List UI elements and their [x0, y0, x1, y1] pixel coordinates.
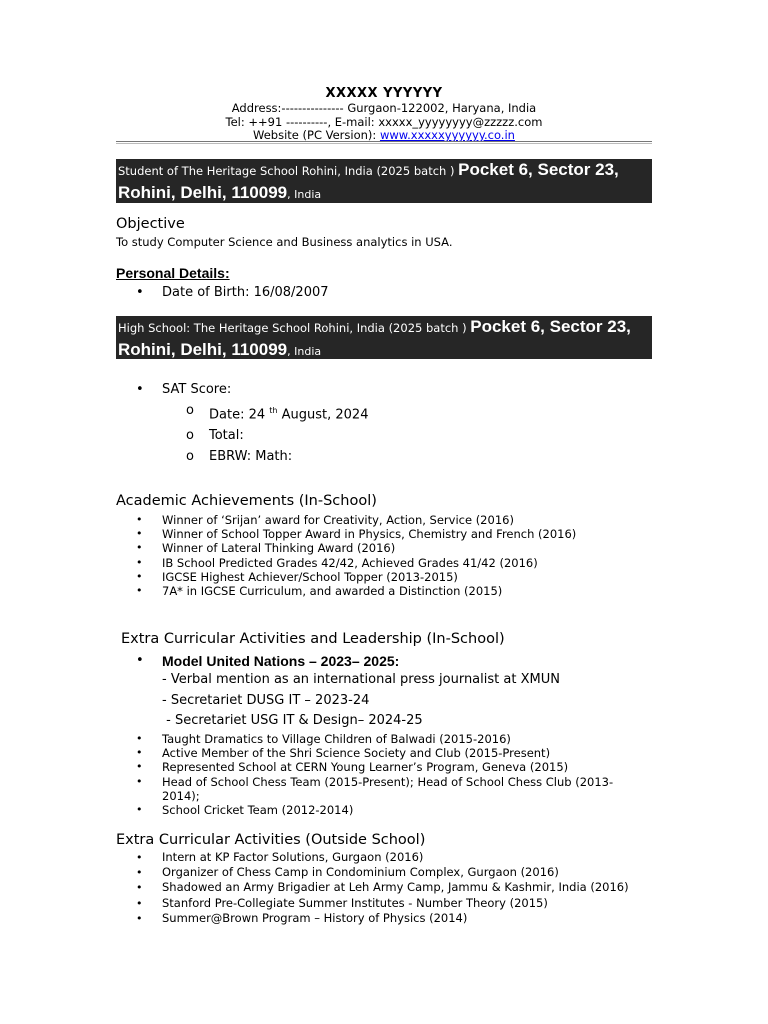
- list-item-text: Represented School at CERN Young Learner’s Program, Geneva (2015): [162, 760, 569, 775]
- header-divider-secondary: [116, 143, 652, 144]
- extra-out-list: [136, 850, 636, 926]
- bullet-icon: •: [136, 774, 143, 788]
- bullet-icon: •: [136, 513, 143, 526]
- bullet-icon: •: [136, 760, 143, 774]
- list-item: [136, 775, 636, 803]
- list-item: [136, 850, 636, 865]
- list-item: [136, 570, 636, 584]
- list-item-text: Organizer of Chess Camp in Condominium Complex, Gurgaon (2016): [162, 865, 559, 880]
- extra-in-title: Extra Curricular Activities and Leadership (In-School): [121, 631, 505, 647]
- bullet-icon: •: [136, 555, 143, 569]
- bullet-icon: •: [136, 527, 143, 541]
- list-item-text: School Cricket Team (2012-2014): [162, 803, 354, 818]
- list-item: [136, 513, 636, 527]
- student-band-prefix: Student of The Heritage School Rohini, India (2025 batch ): [118, 164, 459, 178]
- academic-title: Academic Achievements (In-School): [116, 493, 377, 509]
- resume-name: XXXXX YYYYYY: [325, 86, 443, 101]
- bullet-icon: •: [136, 911, 143, 925]
- mun-line: - Secretariet DUSG IT – 2023-24: [162, 693, 370, 708]
- bullet-icon: •: [136, 653, 144, 668]
- list-item-text: Summer@Brown Program – History of Physics (2014): [162, 910, 468, 925]
- list-item: [136, 527, 636, 541]
- website-label: Website (PC Version):: [253, 128, 380, 142]
- bullet-icon: •: [136, 569, 143, 583]
- objective-title: Objective: [116, 216, 185, 232]
- high-school-band: [116, 316, 652, 359]
- extra-in-list: [136, 732, 636, 817]
- list-item-text: Intern at KP Factor Solutions, Gurgaon (2016): [162, 850, 424, 864]
- objective-text: To study Computer Science and Business analytics in USA.: [116, 235, 453, 249]
- circle-bullet-icon: o: [186, 449, 194, 465]
- list-item-text: 7A* in IGCSE Curriculum, and awarded a Distinction (2015): [162, 584, 503, 599]
- bullet-icon: •: [136, 803, 143, 817]
- bullet-icon: •: [136, 285, 144, 300]
- list-item: [136, 803, 636, 817]
- list-item: [136, 896, 636, 911]
- list-item: [136, 541, 636, 555]
- sat-label: SAT Score:: [162, 382, 232, 397]
- list-item-text: IB School Predicted Grades 42/42, Achieved Grades 41/42 (2016): [162, 555, 538, 570]
- sat-list: [136, 379, 231, 400]
- list-item: [186, 400, 368, 425]
- bullet-icon: •: [136, 732, 143, 745]
- bullet-icon: •: [136, 881, 143, 895]
- list-item: [136, 584, 636, 598]
- list-item: [136, 880, 636, 895]
- bullet-icon: •: [136, 541, 143, 555]
- contact-line: Tel: ++91 ----------, E-mail: xxxxx_yyyyyyyy@zzzzz.com: [225, 114, 543, 129]
- list-item-text: Shadowed an Army Brigadier at Leh Army Camp, Jammu & Kashmir, India (2016): [162, 880, 629, 895]
- website-link[interactable]: www.xxxxxyyyyyy.co.in: [379, 128, 515, 142]
- mun-line: - Secretariet USG IT & Design– 2024-25: [162, 713, 423, 728]
- academic-list: [136, 513, 636, 598]
- list-item: [136, 556, 636, 570]
- contact-block: [116, 102, 652, 143]
- sat-ebrw-math: EBRW: Math:: [209, 449, 293, 465]
- list-item: [136, 760, 636, 774]
- list-item-text: Taught Dramatics to Village Children of Balwadi (2015-2016): [162, 732, 511, 746]
- high-school-name: The Heritage School Rohini, India (2025 batch ): [193, 321, 471, 335]
- mun-title: Model United Nations – 2023– 2025:: [162, 653, 400, 669]
- list-item: [136, 746, 636, 760]
- circle-bullet-icon: o: [186, 428, 194, 444]
- bullet-icon: •: [136, 382, 144, 397]
- bullet-icon: •: [136, 866, 143, 880]
- personal-details-title: Personal Details:: [116, 265, 230, 281]
- bullet-icon: •: [136, 851, 143, 864]
- bullet-icon: •: [136, 746, 143, 760]
- mun-line: - Verbal mention as an international press journalist at XMUN: [162, 672, 560, 687]
- bullet-icon: •: [136, 896, 143, 910]
- address-line: Address:--------------- Gurgaon-122002, Haryana, India: [231, 101, 537, 115]
- student-band-suffix: , India: [287, 188, 322, 201]
- list-item-text: Active Member of the Shri Science Society and Club (2015-Present): [162, 746, 551, 761]
- high-school-label: High School:: [118, 321, 194, 335]
- list-item-text: Head of School Chess Team (2015-Present); Head of School Chess Club (2013-2014);: [162, 774, 614, 803]
- sat-date-sup: th: [269, 406, 278, 415]
- circle-bullet-icon: o: [186, 403, 194, 418]
- list-item-text: Winner of School Topper Award in Physics, Chemistry and French (2016): [162, 527, 577, 542]
- sat-date-suffix: August, 2024: [277, 407, 369, 423]
- high-school-suffix: , India: [287, 345, 322, 358]
- list-item: [186, 425, 368, 446]
- mun-list: [136, 651, 399, 671]
- list-item-text: Stanford Pre-Collegiate Summer Institutes - Number Theory (2015): [162, 895, 548, 910]
- list-item-text: Winner of ‘Srijan’ award for Creativity, Action, Service (2016): [162, 513, 514, 527]
- list-item-text: IGCSE Highest Achiever/School Topper (2013-2015): [162, 569, 458, 584]
- high-school-address: Pocket 6, Sector 23, Rohini, Delhi, 110099: [118, 317, 631, 359]
- personal-details-list: [136, 282, 329, 303]
- list-item: [186, 446, 368, 467]
- list-item: [136, 732, 636, 746]
- list-item: [136, 379, 231, 400]
- student-band-address: Pocket 6, Sector 23, Rohini, Delhi, 110099: [118, 160, 619, 202]
- list-item: [136, 911, 636, 926]
- extra-out-title: Extra Curricular Activities (Outside School): [116, 832, 426, 848]
- bullet-icon: •: [136, 584, 143, 598]
- list-item: [136, 651, 399, 671]
- list-item: [136, 282, 329, 303]
- sat-date-prefix: Date: 24: [209, 407, 270, 423]
- list-item: [136, 865, 636, 880]
- dob-text: Date of Birth: 16/08/2007: [162, 285, 329, 300]
- list-item-text: Winner of Lateral Thinking Award (2016): [162, 541, 396, 556]
- student-band: [116, 159, 652, 203]
- sat-sub-list: [186, 400, 368, 467]
- header-divider: [116, 141, 652, 142]
- sat-total: Total:: [209, 428, 244, 444]
